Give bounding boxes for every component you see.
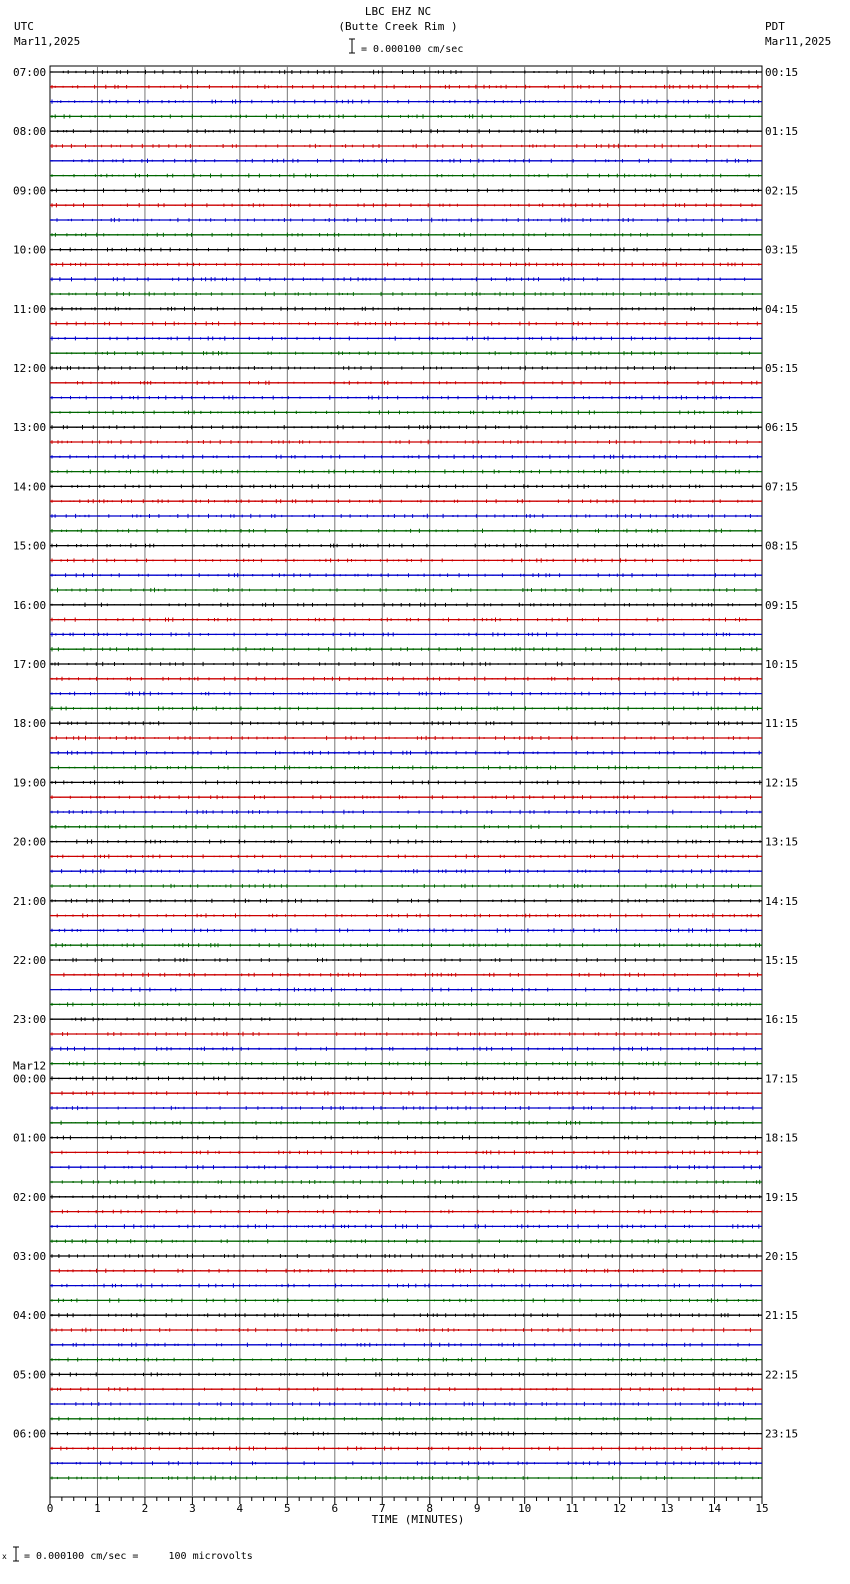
left-hour-label: 20:00 [13, 835, 47, 849]
x-axis-label: TIME (MINUTES) [371, 1513, 465, 1526]
left-hour-label: 18:00 [13, 717, 47, 731]
left-hour-label: 09:00 [13, 184, 47, 198]
footer-scale-label: = 0.000100 cm/sec = 100 microvolts [24, 1551, 253, 1562]
x-tick-label: 10 [518, 1502, 532, 1515]
x-tick-label: 1 [94, 1502, 101, 1515]
left-hour-label: 00:00 [13, 1072, 47, 1086]
right-hour-label: 03:15 [765, 243, 799, 257]
left-hour-label: 04:00 [13, 1309, 47, 1323]
right-hour-label: 01:15 [765, 125, 799, 139]
right-hour-label: 06:15 [765, 421, 799, 435]
x-tick-label: 2 [141, 1502, 149, 1515]
right-hour-label: 20:15 [765, 1250, 799, 1263]
right-hour-label: 17:15 [765, 1072, 799, 1086]
left-hour-label: 13:00 [13, 421, 47, 435]
left-hour-label: 17:00 [13, 658, 47, 671]
right-hour-label: 11:15 [765, 717, 799, 731]
x-tick-label: 4 [236, 1502, 244, 1515]
left-hour-label: 15:00 [13, 539, 47, 553]
x-tick-label: 7 [378, 1502, 386, 1515]
left-hour-label: 07:00 [13, 66, 47, 79]
x-tick-label: 8 [426, 1502, 434, 1515]
site-name: (Butte Creek Rim ) [338, 20, 458, 33]
x-tick-label: 9 [473, 1502, 481, 1515]
left-hour-label: 19:00 [13, 776, 47, 790]
x-tick-label: 3 [189, 1502, 196, 1515]
footer-scale-bar-icon [2, 1545, 22, 1563]
left-hour-label: 22:00 [13, 954, 47, 967]
right-hour-label: 12:15 [765, 776, 799, 790]
x-tick-label: 5 [284, 1502, 291, 1515]
left-hour-label: 10:00 [13, 243, 47, 257]
right-hour-label: 16:15 [765, 1013, 799, 1027]
right-hour-label: 15:15 [765, 954, 799, 967]
right-hour-label: 09:15 [765, 598, 799, 612]
x-tick-label: 11 [565, 1502, 579, 1515]
x-tick-label: 14 [707, 1502, 722, 1515]
left-hour-label: 16:00 [13, 598, 47, 612]
right-hour-label: 13:15 [765, 835, 799, 849]
right-hour-label: 00:15 [765, 66, 799, 79]
right-hour-label: 22:15 [765, 1368, 799, 1382]
right-hour-label: 21:15 [765, 1309, 799, 1323]
x-tick-label: 12 [612, 1502, 627, 1515]
right-hour-label: 07:15 [765, 480, 799, 494]
left-timezone: UTC [14, 20, 34, 33]
left-hour-label: 12:00 [13, 362, 47, 375]
right-hour-label: 05:15 [765, 362, 799, 375]
right-hour-label: 23:15 [765, 1427, 799, 1441]
svg-text:x: x [2, 1552, 7, 1561]
right-timezone: PDT [765, 20, 785, 33]
date-change-label: Mar12 [13, 1059, 47, 1073]
left-hour-label: 01:00 [13, 1131, 47, 1145]
left-hour-label: 08:00 [13, 125, 47, 139]
left-hour-label: 03:00 [13, 1250, 47, 1263]
left-hour-label: 23:00 [13, 1013, 47, 1027]
right-date: Mar11,2025 [765, 35, 832, 48]
right-hour-label: 10:15 [765, 658, 799, 671]
plot-frame [50, 66, 762, 1497]
left-hour-label: 14:00 [13, 480, 47, 494]
left-hour-label: 21:00 [13, 894, 47, 908]
left-hour-label: 05:00 [13, 1368, 47, 1382]
left-hour-label: 02:00 [13, 1190, 47, 1204]
x-tick-label: 6 [331, 1502, 339, 1515]
left-hour-label: 11:00 [13, 302, 47, 316]
x-tick-label: 15 [755, 1502, 769, 1515]
right-hour-label: 02:15 [765, 184, 799, 198]
right-hour-label: 08:15 [765, 539, 799, 553]
right-hour-label: 14:15 [765, 894, 799, 908]
scale-label: = 0.000100 cm/sec [361, 44, 464, 55]
station-title: LBC EHZ NC [364, 5, 432, 18]
left-hour-label: 06:00 [13, 1427, 47, 1441]
right-hour-label: 04:15 [765, 302, 799, 316]
x-tick-label: 13 [660, 1502, 674, 1515]
left-date: Mar11,2025 [14, 35, 81, 48]
x-tick-label: 0 [46, 1502, 54, 1515]
right-hour-label: 19:15 [765, 1190, 799, 1204]
right-hour-label: 18:15 [765, 1131, 799, 1145]
